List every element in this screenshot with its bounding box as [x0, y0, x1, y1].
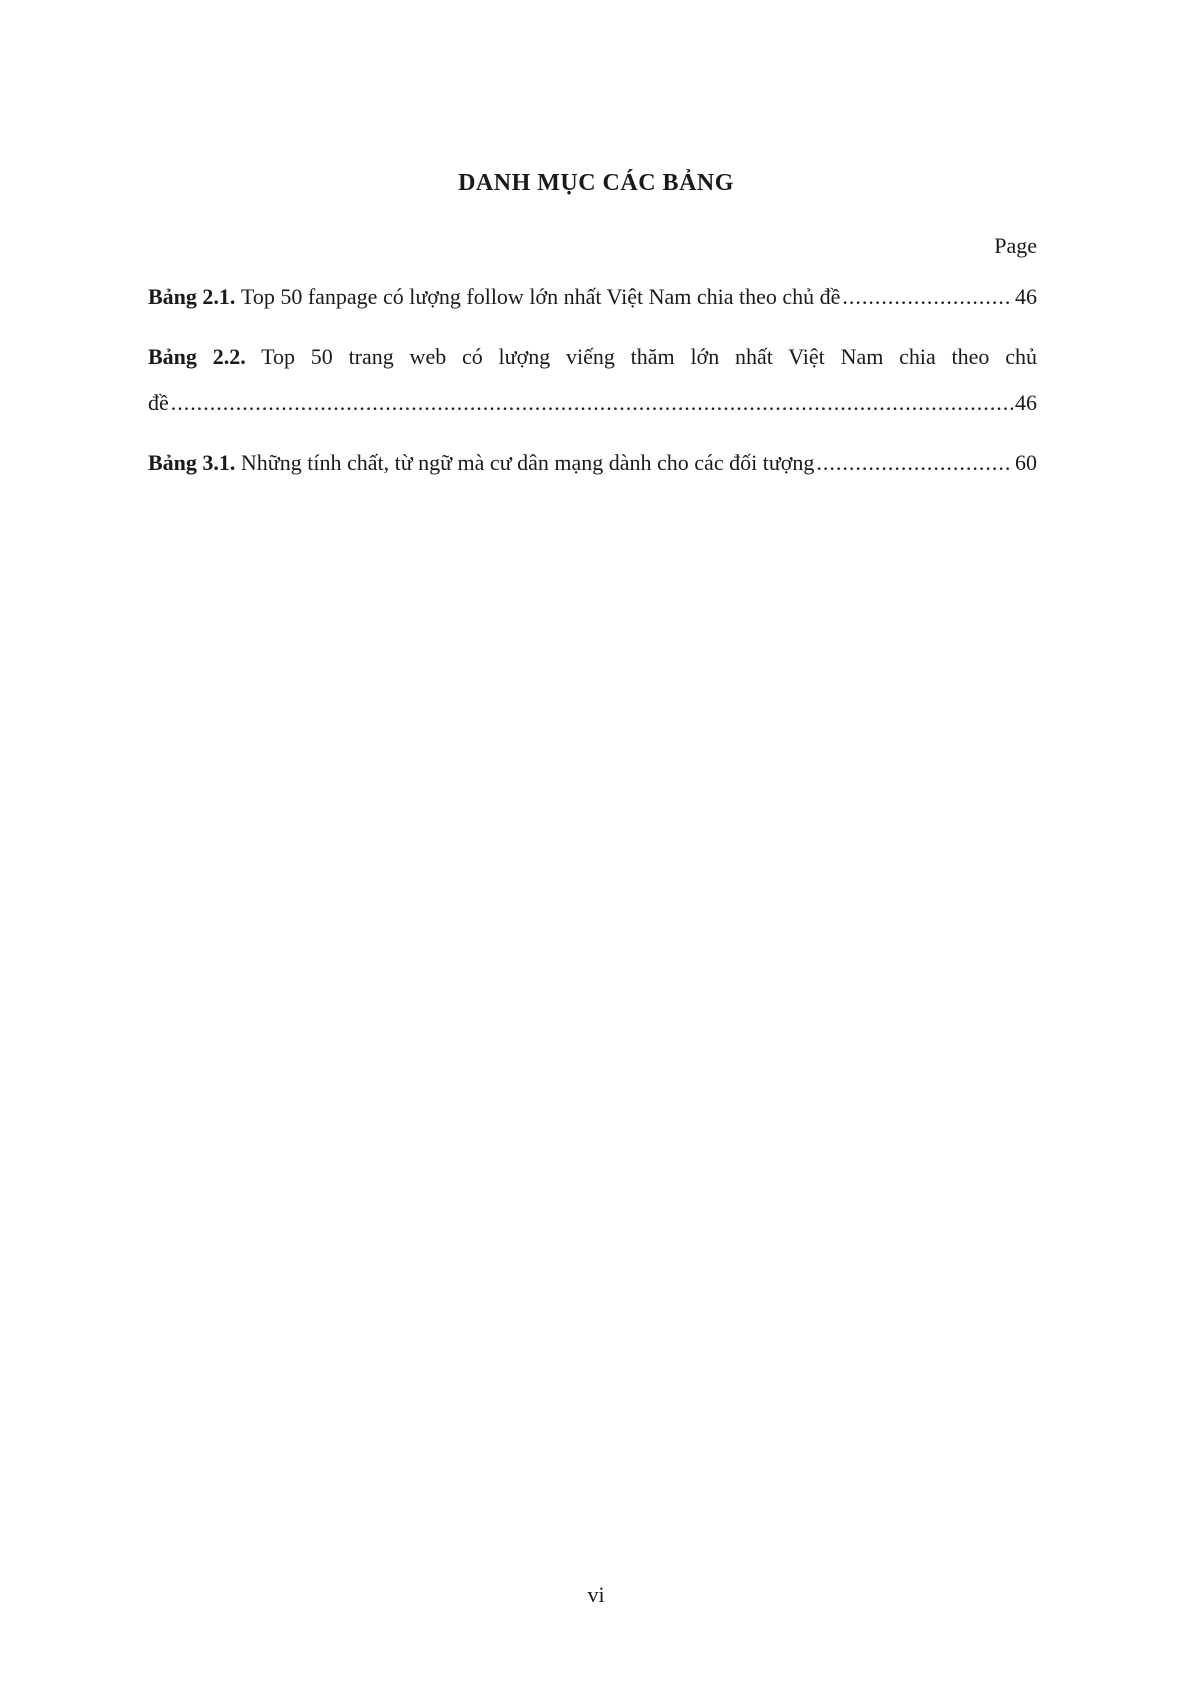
entry-line [148, 274, 1037, 320]
footer-page-number: vi [587, 1582, 605, 1607]
dot-leader [842, 274, 1013, 320]
entry-page-number: 60 [1015, 450, 1037, 475]
entry-label: Bảng 3.1. [148, 450, 236, 475]
entry-text: Những tính chất, từ ngữ mà cư dân mạng dành cho các đối tượng [240, 450, 815, 475]
entry-text: Top 50 fanpage có lượng follow lớn nhất Việt Nam chia theo chủ đề [240, 284, 841, 309]
dot-leader [171, 380, 1013, 426]
entry-label: Bảng 2.1. [148, 284, 236, 309]
table-list-item[interactable] [148, 274, 1037, 320]
entry-line [148, 380, 1037, 426]
entry-text: Top 50 trang web có lượng viếng thăm lớn nhất Việt Nam chia theo chủ [261, 344, 1037, 369]
entry-line [148, 440, 1037, 486]
entry-page-number: 46 [1015, 284, 1037, 309]
page-column-heading: Page [994, 233, 1037, 258]
dot-leader [816, 440, 1013, 486]
entry-label: Bảng 2.2. [148, 344, 246, 369]
entry-line [148, 334, 1037, 380]
table-list-item[interactable] [148, 334, 1037, 426]
entry-text-continued: đề [148, 390, 169, 415]
table-list-item[interactable] [148, 440, 1037, 486]
entry-page-number: 46 [1015, 390, 1037, 415]
page-title: DANH MỤC CÁC BẢNG [458, 170, 734, 196]
